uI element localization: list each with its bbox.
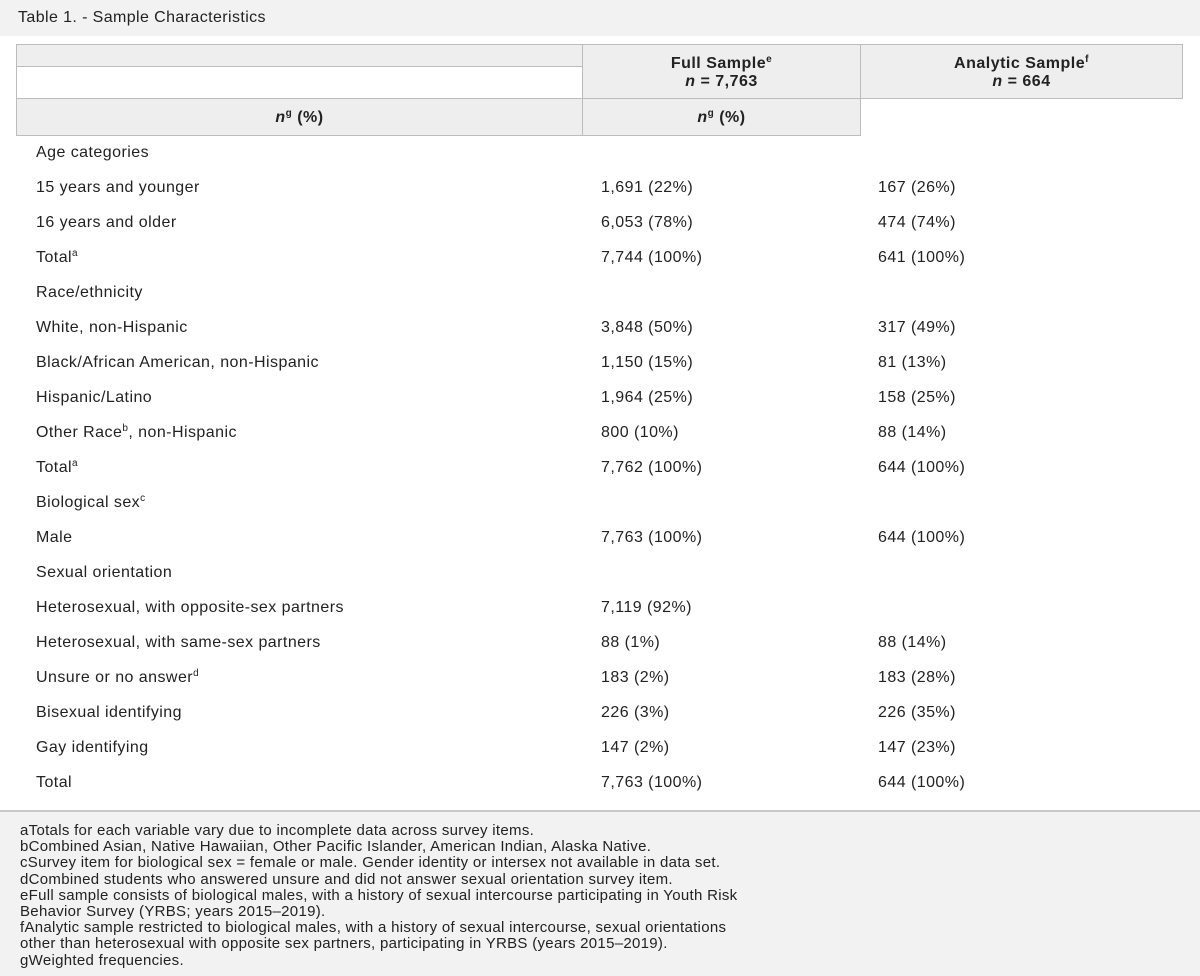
table-row — [0, 696, 1200, 731]
table-row — [0, 381, 1200, 416]
row-analytic-sample-value: 158 (25%) — [878, 389, 956, 406]
row-analytic-sample-value: 88 (14%) — [878, 634, 947, 651]
row-full-sample-value: 226 (3%) — [601, 704, 670, 721]
header-analytic-n-value: = 664 — [1002, 73, 1051, 90]
footnote-line: other than heterosexual with opposite sex partners, participating in YRBS (years 2015–2019). — [20, 935, 668, 953]
row-full-sample-value: 1,964 (25%) — [601, 389, 694, 406]
table-row — [0, 731, 1200, 766]
table-row — [0, 416, 1200, 451]
table-row — [0, 276, 1200, 311]
row-analytic-sample-value: 167 (26%) — [878, 179, 956, 196]
table-row — [0, 591, 1200, 626]
header-analytic-title: Analytic Sample — [954, 55, 1086, 72]
table-row — [0, 626, 1200, 661]
row-full-sample-value: 7,763 (100%) — [601, 529, 703, 546]
header-full-sample — [582, 44, 861, 99]
header-ng-sup: g — [285, 108, 293, 119]
row-analytic-sample-value: 644 (100%) — [878, 529, 966, 546]
table-caption-bar — [0, 0, 1200, 36]
row-full-sample-value: 183 (2%) — [601, 669, 670, 686]
row-full-sample-value: 7,119 (92%) — [601, 599, 692, 616]
row-full-sample-value: 88 (1%) — [601, 634, 661, 651]
row-label-text: Total — [36, 249, 73, 266]
row-analytic-sample-value: 474 (74%) — [878, 214, 956, 231]
row-label-text: Biological sex — [36, 494, 141, 511]
row-label-text: Age categories — [36, 144, 150, 161]
table-row — [0, 171, 1200, 206]
row-label-text: Sexual orientation — [36, 564, 173, 581]
row-label — [36, 739, 149, 757]
row-label-sup: d — [193, 668, 200, 679]
row-full-sample-value: 6,053 (78%) — [601, 214, 694, 231]
row-label-suffix: , non-Hispanic — [128, 424, 237, 441]
row-label — [36, 564, 172, 582]
row-label — [36, 319, 188, 337]
row-label — [36, 389, 152, 407]
row-label — [36, 459, 78, 477]
table-row — [0, 766, 1200, 801]
row-label-text: Unsure or no answer — [36, 669, 194, 686]
row-label — [36, 669, 199, 687]
row-full-sample-value: 7,744 (100%) — [601, 249, 703, 266]
header-ng-full — [582, 98, 861, 136]
table-row — [0, 556, 1200, 591]
row-label-text: Hispanic/Latino — [36, 389, 153, 406]
row-label-text: Heterosexual, with same-sex partners — [36, 634, 321, 651]
row-label-text: Gay identifying — [36, 739, 149, 756]
footnote-line: bCombined Asian, Native Hawaiian, Other Pacific Islander, American Indian, Alaska Native. — [20, 838, 652, 856]
header-analytic-sup: f — [1085, 54, 1089, 65]
row-label — [36, 704, 182, 722]
table-row — [0, 346, 1200, 381]
row-label — [36, 634, 321, 652]
table-row — [0, 241, 1200, 276]
row-analytic-sample-value: 88 (14%) — [878, 424, 947, 441]
row-label-text: 15 years and younger — [36, 179, 200, 196]
table-row — [0, 521, 1200, 556]
header-ng-n: n — [275, 109, 286, 126]
row-full-sample-value: 147 (2%) — [601, 739, 670, 756]
row-label-text: 16 years and older — [36, 214, 177, 231]
row-label-text: Total — [36, 459, 73, 476]
table-row — [0, 206, 1200, 241]
table-row — [0, 486, 1200, 521]
header-full-n-label: n — [685, 73, 696, 90]
row-analytic-sample-value: 183 (28%) — [878, 669, 956, 686]
header-blank-white — [16, 66, 583, 99]
header-full-title: Full Sample — [670, 55, 767, 72]
row-label — [36, 284, 143, 302]
table-row — [0, 661, 1200, 696]
footnote-line: eFull sample consists of biological males, with a history of sexual intercourse participating in Youth Risk — [20, 886, 738, 904]
row-label — [36, 424, 237, 442]
row-label-text: Male — [36, 529, 73, 546]
row-analytic-sample-value: 317 (49%) — [878, 319, 956, 336]
row-label — [36, 249, 78, 267]
row-label-sup: a — [72, 458, 79, 469]
header-full-n-value: = 7,763 — [695, 73, 758, 90]
row-label-text: Black/African American, non-Hispanic — [36, 354, 319, 371]
row-analytic-sample-value: 644 (100%) — [878, 459, 966, 476]
header-analytic-sample — [860, 44, 1183, 99]
row-analytic-sample-value: 226 (35%) — [878, 704, 956, 721]
header-blank-top — [16, 44, 583, 67]
header-ng-pct: (%) — [292, 109, 324, 126]
footnote-line: dCombined students who answered unsure and did not answer sexual orientation survey item. — [20, 870, 673, 888]
row-label-sup: c — [140, 493, 146, 504]
row-full-sample-value: 7,762 (100%) — [601, 459, 703, 476]
row-label-sup: b — [122, 423, 129, 434]
table-row — [0, 311, 1200, 346]
row-label — [36, 599, 344, 617]
header-ng-full-pct: (%) — [714, 109, 746, 126]
table-caption: Table 1. - Sample Characteristics — [18, 9, 266, 26]
header-analytic-n-label: n — [992, 73, 1003, 90]
row-label — [36, 494, 146, 512]
row-label — [36, 354, 319, 372]
row-label — [36, 144, 149, 162]
row-analytic-sample-value: 641 (100%) — [878, 249, 966, 266]
row-label — [36, 214, 177, 232]
row-label-text: Bisexual identifying — [36, 704, 182, 721]
row-label-text: Race/ethnicity — [36, 284, 143, 301]
row-full-sample-value: 1,150 (15%) — [601, 354, 694, 371]
row-analytic-sample-value: 81 (13%) — [878, 354, 947, 371]
header-ng-full-sup: g — [707, 108, 715, 119]
row-analytic-sample-value: 644 (100%) — [878, 774, 966, 791]
footnote-line: Behavior Survey (YRBS; years 2015–2019). — [20, 903, 326, 920]
footnote-line: fAnalytic sample restricted to biological males, with a history of sexual intercourse, sexual orientations — [20, 919, 727, 937]
header-full-sup: e — [766, 54, 773, 65]
row-analytic-sample-value: 147 (23%) — [878, 739, 956, 756]
row-full-sample-value: 3,848 (50%) — [601, 319, 694, 336]
row-full-sample-value: 7,763 (100%) — [601, 774, 703, 791]
table-row — [0, 451, 1200, 486]
table-footnotes — [0, 810, 1200, 976]
footnote-line: gWeighted frequencies. — [20, 951, 184, 969]
row-label-sup: a — [72, 248, 79, 259]
footnote-line: cSurvey item for biological sex = female or male. Gender identity or intersex not available in data set. — [20, 854, 721, 872]
header-ng-full-n: n — [697, 109, 708, 126]
row-label — [36, 774, 72, 792]
row-label — [36, 529, 72, 547]
row-label-text: Other Race — [36, 424, 123, 441]
row-label-text: Heterosexual, with opposite-sex partners — [36, 599, 344, 616]
row-label-text: Total — [36, 774, 73, 791]
table-row — [0, 136, 1200, 171]
row-label-text: White, non-Hispanic — [36, 319, 188, 336]
header-ng-left — [16, 98, 583, 136]
row-full-sample-value: 1,691 (22%) — [601, 179, 694, 196]
footnote-line: aTotals for each variable vary due to incomplete data across survey items. — [20, 822, 535, 839]
row-label — [36, 179, 200, 197]
row-full-sample-value: 800 (10%) — [601, 424, 679, 441]
